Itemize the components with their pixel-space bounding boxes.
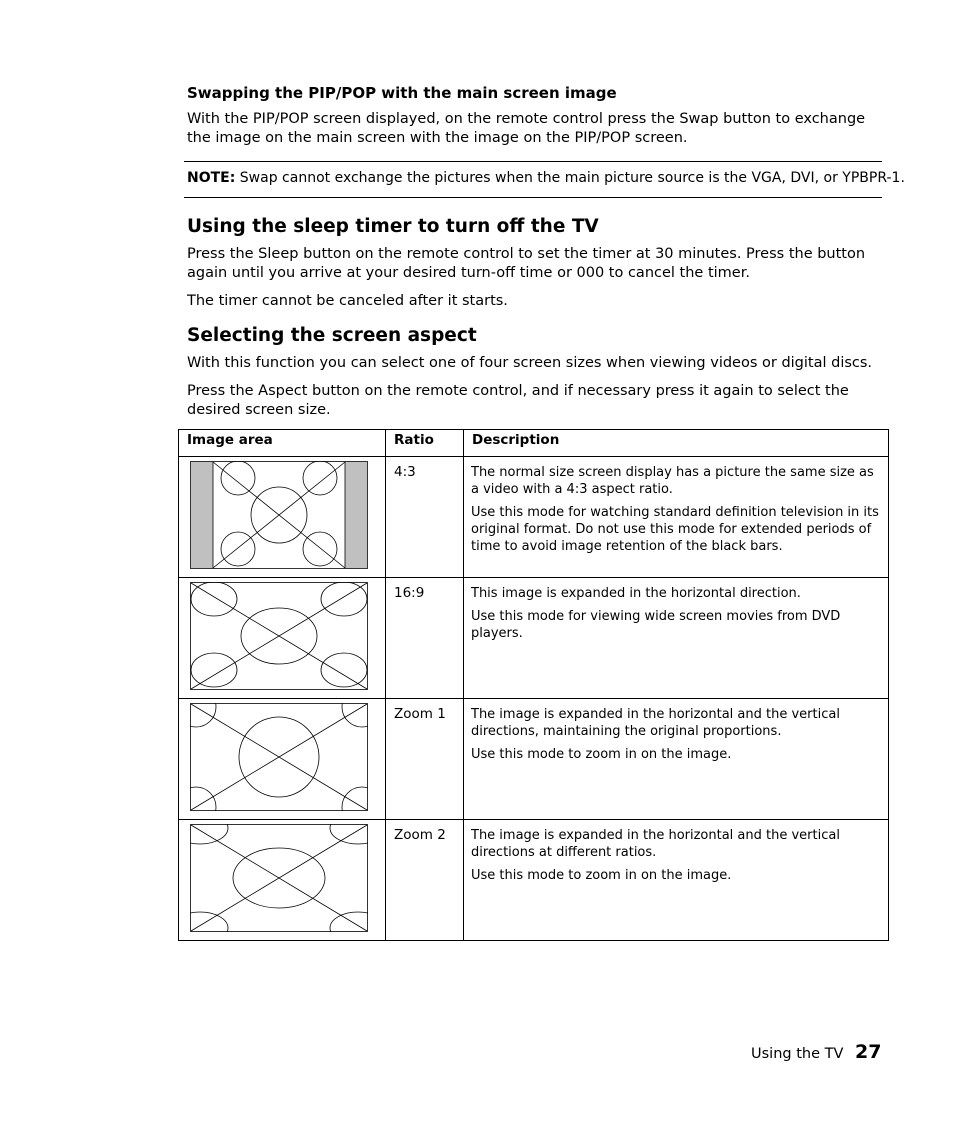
corner-ellipse: [191, 653, 237, 687]
corner-ellipse: [190, 824, 228, 844]
aspect-4-3-diagram: [190, 461, 368, 569]
aspect-16-9-diagram: [190, 582, 368, 690]
description-line-2: Use this mode for watching standard definition television in its original format. Do not use this mode for extended periods of time to avoid image retention of the black bars.: [471, 505, 879, 554]
note-box: [184, 161, 905, 198]
screen-aspect-para-2: Press the Aspect button on the remote control, and if necessary press it again to select the desired screen size.: [187, 383, 849, 418]
pip-swap-heading: Swapping the PIP/POP with the main screen image: [187, 84, 617, 102]
description-line-1: The image is expanded in the horizontal and the vertical directions, maintaining the original proportions.: [471, 707, 840, 739]
corner-ellipse: [191, 582, 237, 616]
table-row: [179, 578, 889, 699]
aspect-zoom-1-diagram: [190, 703, 368, 811]
description-cell: [464, 578, 889, 699]
description-cell: [464, 699, 889, 820]
note-text: [187, 170, 905, 186]
corner-ellipse: [330, 824, 368, 844]
description-line-2: Use this mode to zoom in on the image.: [471, 747, 732, 762]
note-label: NOTE:: [187, 170, 236, 186]
corner-circle: [190, 787, 216, 811]
sleep-timer-para-1: Press the Sleep button on the remote control to set the timer at 30 minutes. Press the button again until you arrive at your desired turn-off time or 000 to cancel the timer.: [187, 246, 866, 281]
corner-ellipse: [321, 582, 367, 616]
table-header-row: [179, 430, 889, 457]
ratio-cell: Zoom 1: [386, 699, 464, 820]
screen-aspect-heading: Selecting the screen aspect: [187, 325, 477, 346]
image-area-cell: [179, 578, 386, 699]
table-row: [179, 820, 889, 941]
description-line-1: This image is expanded in the horizontal direction.: [471, 586, 801, 601]
corner-ellipse: [321, 653, 367, 687]
corner-circle: [342, 787, 368, 811]
description-line-2: Use this mode for viewing wide screen movies from DVD players.: [471, 609, 841, 641]
ratio-cell: Zoom 2: [386, 820, 464, 941]
description-cell: [464, 820, 889, 941]
image-area-cell: [179, 457, 386, 578]
corner-ellipse: [330, 912, 368, 932]
corner-circle: [221, 461, 255, 495]
screen-aspect-para-1: With this function you can select one of four screen sizes when viewing videos or digital discs.: [187, 355, 873, 371]
left-black-bar: [191, 462, 213, 568]
image-area-cell: [179, 699, 386, 820]
corner-circle: [221, 532, 255, 566]
pip-swap-body: With the PIP/POP screen displayed, on the remote control press the Swap button to exchange the image on the main screen with the image on the PIP/POP screen.: [187, 111, 866, 146]
header-image-area: Image area: [179, 430, 386, 457]
description-cell: [464, 457, 889, 578]
sleep-timer-para-2: The timer cannot be canceled after it starts.: [187, 293, 508, 309]
ratio-cell: 16:9: [386, 578, 464, 699]
ratio-cell: 4:3: [386, 457, 464, 578]
page-number: 27: [855, 1041, 882, 1063]
aspect-table: [178, 429, 889, 941]
aspect-zoom-2-diagram: [190, 824, 368, 932]
corner-ellipse: [190, 912, 228, 932]
footer-section-label: Using the TV: [751, 1046, 844, 1062]
corner-circle: [303, 532, 337, 566]
description-line-1: The image is expanded in the horizontal and the vertical directions at different ratios.: [471, 828, 840, 860]
header-ratio: Ratio: [386, 430, 464, 457]
header-description: Description: [464, 430, 889, 457]
corner-circle: [303, 461, 337, 495]
table-row: [179, 699, 889, 820]
note-body: Swap cannot exchange the pictures when the main picture source is the VGA, DVI, or YPBPR-1.: [235, 170, 905, 186]
corner-circle: [190, 703, 216, 727]
table-row: [179, 457, 889, 578]
image-area-cell: [179, 820, 386, 941]
description-line-1: The normal size screen display has a picture the same size as a video with a 4:3 aspect ratio.: [471, 465, 874, 497]
sleep-timer-heading: Using the sleep timer to turn off the TV: [187, 216, 599, 237]
right-black-bar: [345, 462, 367, 568]
description-line-2: Use this mode to zoom in on the image.: [471, 868, 732, 883]
corner-circle: [342, 703, 368, 727]
